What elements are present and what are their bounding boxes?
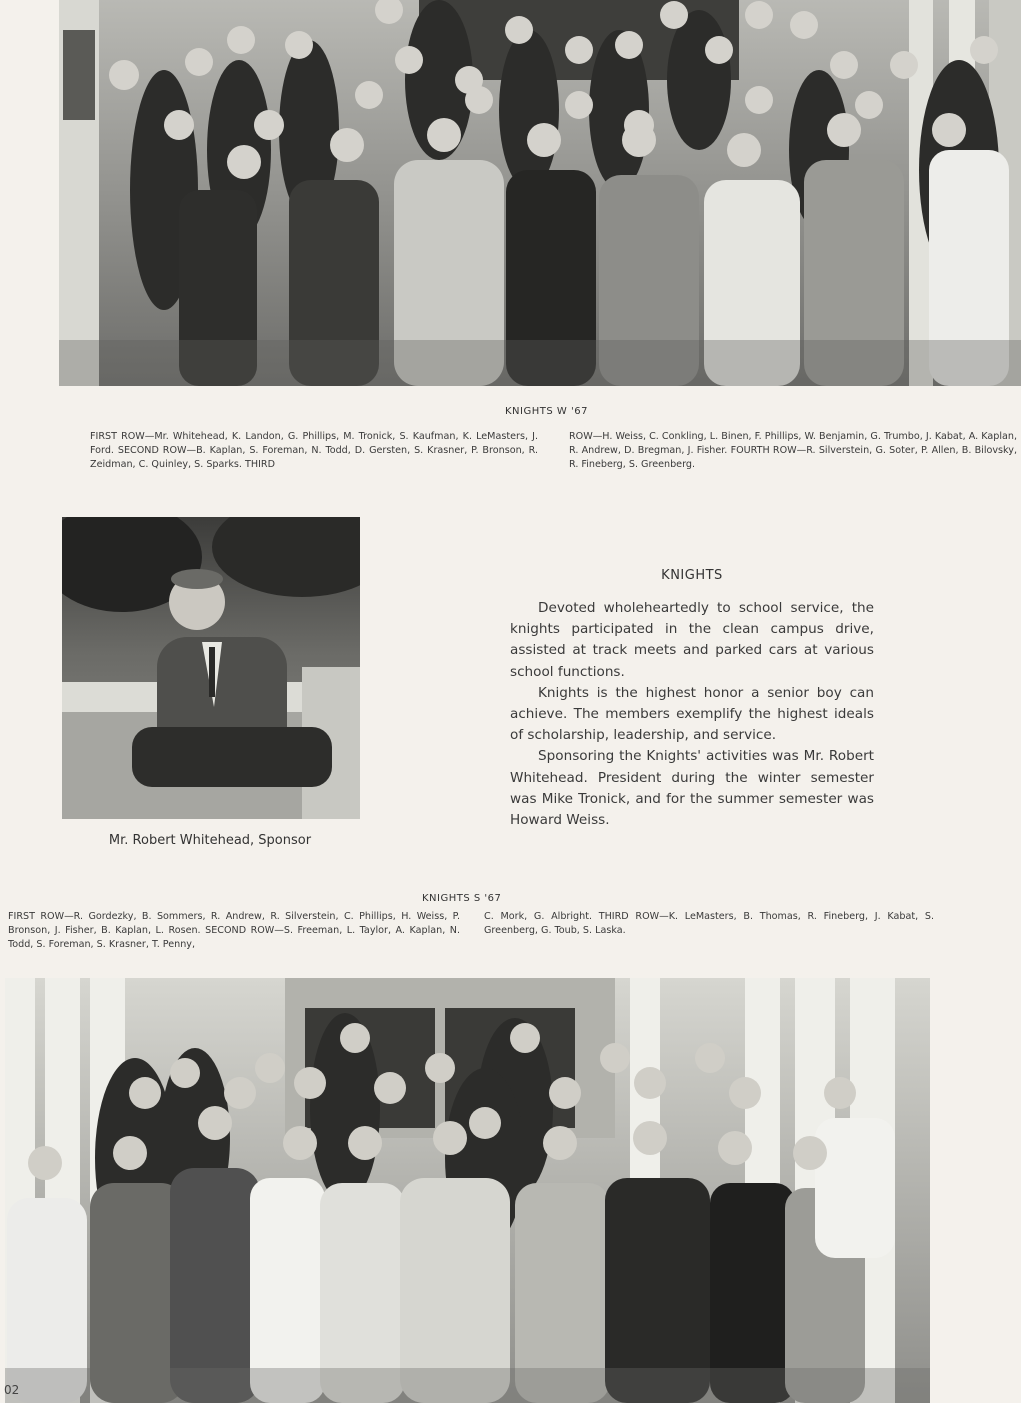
sponsor-photo — [62, 517, 360, 819]
body-paragraph-2: Knights is the highest honor a senior boy can achieve. The members exemplify the highest ideals of scholarship, leadership, and service. — [510, 684, 874, 744]
body-paragraph-1: Devoted wholeheartedly to school service, the knights participated in the clean campus drive, assisted at track meets and parked cars at various school functions. — [510, 600, 874, 680]
page-number: 02 — [4, 1383, 20, 1397]
knights-winter-roster-left: FIRST ROW—Mr. Whitehead, K. Landon, G. Phillips, M. Tronick, S. Kaufman, K. LeMasters, J. Ford. SECOND ROW—B. Kaplan, S. Foreman, N. Todd, D. Gersten, S. Krasner, P. Bronson, R. Zeidman, C. Quinley, S. Sparks. THIRD — [90, 431, 538, 470]
knights-summer-title: KNIGHTS S '67 — [422, 893, 502, 904]
knights-winter-title: KNIGHTS W '67 — [505, 406, 588, 417]
knights-winter-group-photo — [59, 0, 1021, 386]
knights-winter-roster-right: ROW—H. Weiss, C. Conkling, L. Binen, F. Phillips, W. Benjamin, G. Trumbo, J. Kabat, A. Kaplan, R. Andrew, D. Bregman, J. Fisher. FOURTH ROW—R. Silverstein, G. Soter, P. Allen, B. Bilovsky, R. Fineberg, S. Greenberg. — [569, 431, 1017, 470]
section-heading: KNIGHTS — [661, 568, 723, 583]
sponsor-caption: Mr. Robert Whitehead, Sponsor — [108, 833, 312, 848]
knights-summer-roster-left: FIRST ROW—R. Gordezky, B. Sommers, R. Andrew, R. Silverstein, C. Phillips, H. Weiss, P. Bronson, J. Fisher, B. Kaplan, L. Rosen. SECOND ROW—S. Freeman, L. Taylor, A. Kaplan, N. Todd, S. Foreman, S. Krasner, T. Penny, — [8, 911, 460, 950]
knights-summer-group-photo — [5, 978, 930, 1403]
section-body — [510, 598, 874, 831]
body-paragraph-3: Sponsoring the Knights' activities was Mr. Robert Whitehead. President during the winter semester was Mike Tronick, and for the summer semester was Howard Weiss. — [510, 748, 874, 829]
knights-summer-roster-right: C. Mork, G. Albright. THIRD ROW—K. LeMasters, B. Thomas, R. Fineberg, J. Kabat, S. Greenberg, G. Toub, S. Laska. — [484, 911, 934, 936]
